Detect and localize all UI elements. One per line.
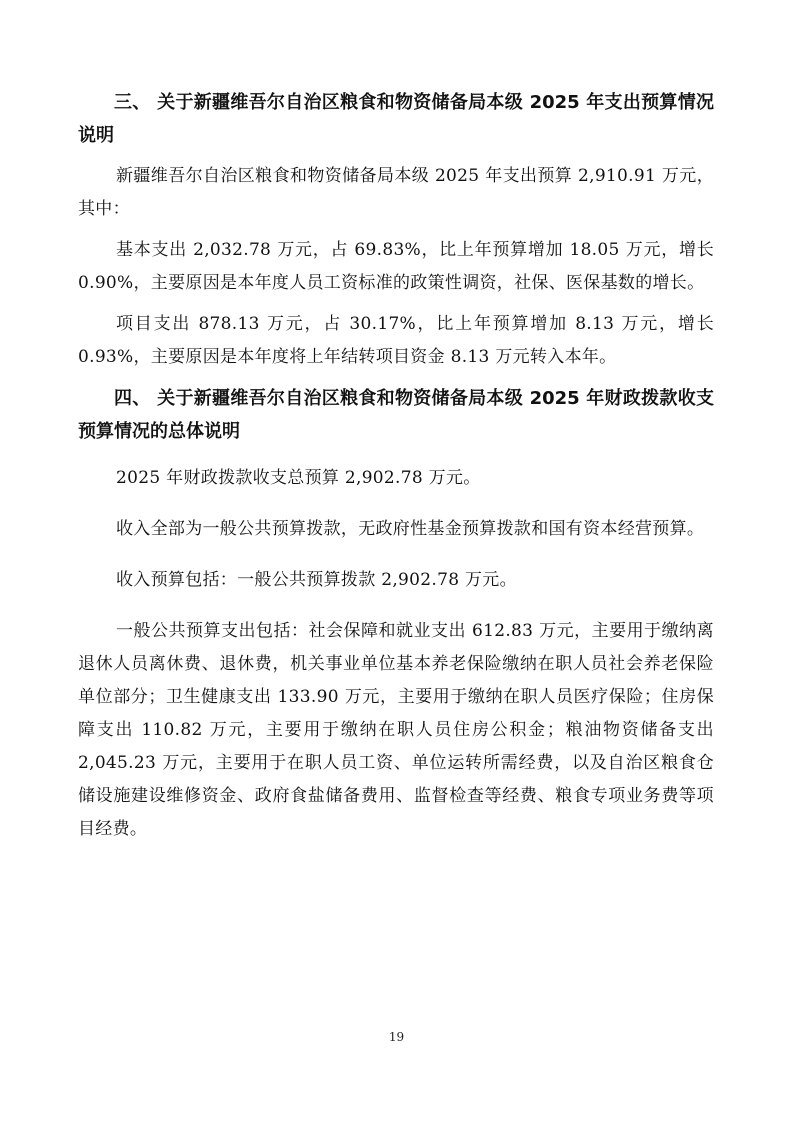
section-4-heading: 四、 关于新疆维吾尔自治区粮食和物资储备局本级 2025 年财政拨款收支预算情况的总体说明 (78, 388, 714, 442)
section-3-paragraph-2: 基本支出 2,032.78 万元，占 69.83%，比上年预算增加 18.05 万元，增长 0.90%，主要原因是本年度人员工资标准的政策性调资，社保、医保基数的增长。 (78, 240, 714, 293)
section-4-paragraph-2: 收入全部为一般公共预算拨款，无政府性基金预算拨款和国有资本经营预算。 (116, 519, 705, 539)
page-number: 19 (388, 1030, 405, 1044)
page-content (78, 86, 714, 846)
section-3-paragraph-1: 新疆维吾尔自治区粮食和物资储备局本级 2025 年支出预算 2,910.91 万元，其中： (78, 166, 714, 219)
section-4-paragraph-3: 收入预算包括：一般公共预算拨款 2,902.78 万元。 (116, 570, 517, 590)
section-3-paragraph-3: 项目支出 878.13 万元，占 30.17%，比上年预算增加 8.13 万元，增长 0.93%，主要原因是本年度将上年结转项目资金 8.13 万元转入本年。 (78, 314, 714, 367)
section-4-paragraph-4: 一般公共预算支出包括：社会保障和就业支出 612.83 万元，主要用于缴纳离退休人员离休费、退休费，机关事业单位基本养老保险缴纳在职人员社会养老保险单位部分；卫生健康支出 133.90 万元，主要用于缴纳在职人员医疗保险；住房保障支出 110.82 万元，主要用于缴纳在职人员住房公积金；粮油物资储备支出 2,045.23 万元，主要用于在职人员工资、单位运转所需经费，以及自治区粮食仓储设施建设维修资金、政府食盐储备费用、监督检查等经费、粮食专项业务费等项目经费。 (78, 621, 714, 839)
section-4-paragraph-1: 2025 年财政拨款收支总预算 2,902.78 万元。 (116, 468, 481, 488)
section-3-heading: 三、 关于新疆维吾尔自治区粮食和物资储备局本级 2025 年支出预算情况说明 (78, 92, 714, 146)
